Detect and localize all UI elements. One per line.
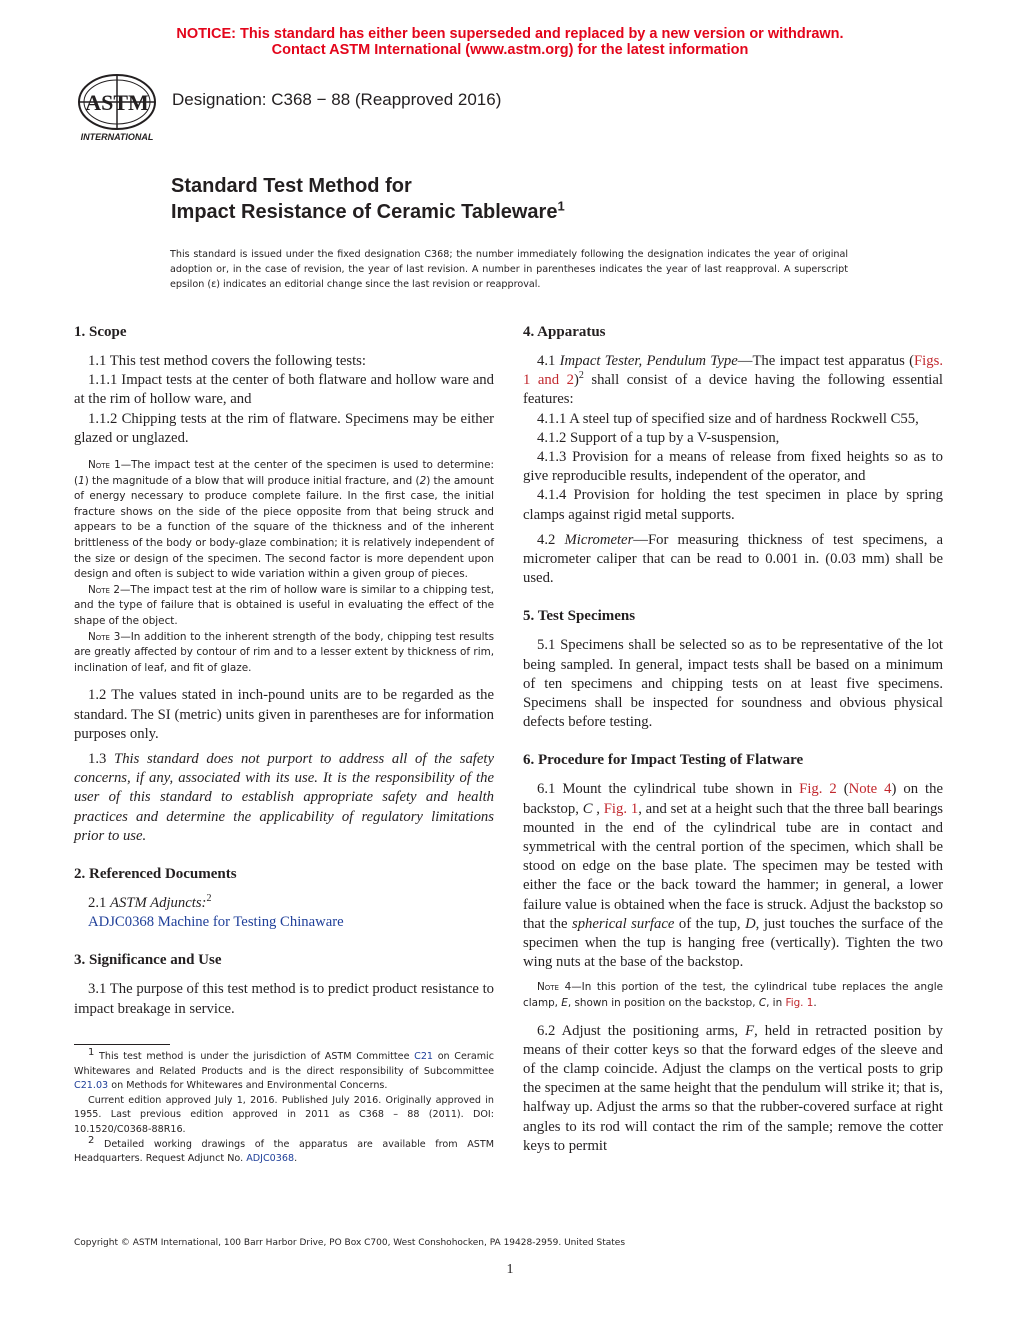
footnote-2-text-a: Detailed working drawings of the apparatus are available from ASTM Headquarters. Request Adjunct No. [74,1138,494,1165]
adjunct-link[interactable]: ADJC0368 Machine for Testing Chinaware [88,914,344,931]
footnote-divider [74,1044,170,1045]
designation: Designation: C368 − 88 (Reapproved 2016) [172,90,502,109]
document-title [171,173,565,225]
footnote-2-marker: 2 [88,1134,95,1146]
issuance-statement: This standard is issued under the fixed designation C368; the number immediately following the designation indicates the year of original adoption or, in the case of revision, the year of last revision. A number in parentheses indicates the year of last reapproval. A superscript epsilon (ε) indicates an editorial change since the last revision or reapproval. [170,249,848,290]
para-1-1-2: 1.1.2 Chipping tests at the rim of flatware. Specimens may be either glazed or unglazed. [74,410,494,446]
withdrawal-notice [0,26,1020,58]
para-2-1-footnote-ref: 2 [206,893,212,905]
note-1-text-a: —The impact test at the center of the specimen is used to determine: ( [74,459,494,487]
subcommittee-c21-03-link[interactable]: C21.03 [74,1080,109,1092]
footnotes [74,1046,494,1167]
footnote-1-text-c: on Methods for Whitewares and Environmental Concerns. [108,1080,388,1092]
section-4-heading: 4. Apparatus [523,324,606,340]
section-5-heading: 5. Test Specimens [523,608,636,625]
section-6-heading: 6. Procedure for Impact Testing of Flatware [523,752,804,769]
edition-note: Current edition approved July 1, 2016. Published July 2016. Originally approved in 1955. Last previous edition approved in 2011 as C368 – 88 (2011). DOI: 10.1520/C0368-88R16. [74,1094,494,1135]
note-1 [74,458,494,583]
scope-notes [74,458,494,676]
adjunct-item [74,913,494,932]
committee-c21-link[interactable]: C21 [414,1051,434,1062]
note-3 [74,630,494,677]
spherical-surface-term: spherical surface [571,915,675,932]
title-line-2 [171,199,565,225]
para-4-2-number: 4.2 [537,531,565,548]
para-4-2-term: Micrometer [564,531,634,548]
astm-logo-icon [72,74,162,144]
backstop-label: C [582,800,593,817]
note-4-backstop-label: C [758,997,767,1010]
para-6-2 [523,1022,943,1156]
para-6-1-text-c: , [592,800,604,817]
para-4-1-4: 4.1.4 Provision for holding the test specimen in place by spring clamps against rigid metal supports. [523,487,943,523]
notice-line-2: Contact ASTM International (www.astm.org) for the latest information [271,42,749,58]
note-4-fig-1-link[interactable]: Fig. 1 [785,997,814,1010]
para-6-1-text-f: , just touches the surface of the specimen when the tup is hanging free (vertically). Tighten the two wing nuts at the base of the backstop. [523,915,944,971]
para-1-1: 1.1 This test method covers the following tests: [88,353,366,369]
note-4-link[interactable]: Note 4 [848,781,892,798]
positioning-arms-label: F [745,1022,755,1039]
page-number: 1 [506,1262,514,1277]
para-1-3-number: 1.3 [88,750,115,767]
section-1-heading: 1. Scope [74,324,127,340]
para-6-1-text-e: of the tup, [674,915,746,932]
section-3-heading: 3. Significance and Use [74,952,222,969]
para-6-1-paren: ( [836,781,849,798]
notice-line-1: NOTICE: This standard has either been superseded and replaced by a new version or withdrawn. [176,26,844,42]
fig-1-link[interactable]: Fig. 1 [603,800,639,817]
logo-letters: ASTM [85,90,149,115]
title-main: Impact Resistance of Ceramic Tableware [171,201,558,223]
note-1-text-c: ) the amount of energy necessary to produce complete failure. In the first case, the initial fracture shows on the side of the piece opposite from that being struck and appears to be a function of the square of the thickness and of the inherent brittleness of the body or body-glaze combination; it is relatively independent of the size or design of the specimen. The second factor is more dependent upon design and often is subject to wide variation within a given group of pieces. [74,474,495,581]
footnote-1-text-a: This test method is under the jurisdiction of ASTM Committee [94,1051,415,1062]
para-4-1 [523,352,943,410]
para-6-1 [523,780,943,972]
right-column [523,322,943,1156]
section-2-heading: 2. Referenced Documents [74,865,237,882]
para-4-1-text-c: shall consist of a device having the following essential features: [523,372,943,408]
para-4-1-term: Impact Tester, Pendulum Type [559,353,738,369]
para-2-1 [74,894,494,913]
para-4-1-text-b: ) [573,372,579,389]
note-1-item-2: 2 [419,474,427,487]
note-1-text-b: ) the magnitude of a blow that will produce initial fracture, and ( [84,474,420,487]
note-2 [74,583,494,630]
title-line-1: Standard Test Method for [171,175,412,197]
para-1-3 [74,750,494,846]
para-4-2 [523,531,943,589]
footnote-1-text-b: on Ceramic Whitewares and Related Products and is the direct responsibility of Subcommittee [74,1051,494,1077]
para-6-2-text-a: 6.2 Adjust the positioning arms, [537,1022,746,1039]
para-4-1-footnote-ref: 2 [578,370,584,382]
note-4 [523,980,943,1011]
para-2-1-text: ASTM Adjuncts: [110,894,207,911]
para-6-1-text-a: 6.1 Mount the cylindrical tube shown in [537,781,800,798]
para-6-1-text-b: ) on the backstop, [523,781,943,817]
adjunct-number-link[interactable]: ADJC0368 [246,1153,295,1165]
note-3-label: Note 3 [88,630,121,643]
note-4-text-b: , shown in position on the backstop, [567,997,759,1010]
angle-clamp-label: E [561,997,568,1010]
para-4-1-1: 4.1.1 A steel tup of specified size and of hardness Rockwell C55, [537,410,919,427]
para-2-1-number: 2.1 [88,894,111,911]
para-6-1-text-d: , and set at a height such that the three ball bearings mounted in the end of the cylindrical tube are in contact and symmetrical with the central portion of the specimen, which shall be stood on edge on the base plate. The specimen may be tested with either the face or the back toward the hammer; in general, a lower failure value is obtained when the face is struck. Adjust the backstop so that the [523,800,944,932]
note-4-label: Note 4 [537,981,572,994]
footnote-2 [74,1134,494,1167]
footnote-1 [74,1046,494,1094]
copyright: Copyright © ASTM International, 100 Barr Harbor Drive, PO Box C700, West Conshohocken, PA 19428-2959. United States [74,1238,626,1248]
footnote-2-text-b: . [294,1153,298,1165]
note-2-text: —The impact test at the rim of hollow ware is similar to a chipping test, and the type of failure that is obtained is useful in evaluating the effect of the shape of the object. [74,583,495,627]
note-4-text-a: —In this portion of the test, the cylindrical tube replaces the angle clamp, [523,981,943,1010]
note-4-text-c: , in [766,997,786,1010]
fig-2-link[interactable]: Fig. 2 [799,781,837,798]
note-3-text: —In addition to the inherent strength of the body, chipping test results are greatly affected by contour of rim and to a lesser extent by thickness of rim, inclination of leaf, and fit of glaze. [74,630,494,674]
title-footnote-ref: 1 [557,198,565,214]
astm-logo [72,74,162,144]
left-column [74,322,494,1019]
para-4-2-text: —For measuring thickness of test specimens, a micrometer caliper that can be read to 0.001 in. (0.03 mm) shall be used. [523,531,944,587]
footnote-1-marker: 1 [88,1046,95,1058]
para-4-1-text-a: —The impact test apparatus ( [737,353,915,369]
para-4-1-number: 4.1 [537,353,560,369]
para-1-3-text: This standard does not purport to address all of the safety concerns, if any, associated with its use. It is the responsibility of the user of this standard to establish appropriate safety and health practices and determine the applicability of regulatory limitations prior to use. [74,750,495,844]
note-2-label: Note 2 [88,583,120,596]
logo-label: INTERNATIONAL [80,132,154,142]
para-5-1: 5.1 Specimens shall be selected so as to be representative of the lot being sampled. In general, impact tests shall be based on a minimum of ten specimens and chipping tests on at least five specimens. Specimens shall be inspected for soundness and obvious physical defects before testing. [523,637,943,731]
tup-label: D [745,915,756,932]
note-1-item-1: 1 [78,474,85,487]
para-4-1-3: 4.1.3 Provision for a means of release from fixed heights so as to give reproducible results, independent of the operator, and [523,449,943,485]
figs-1-2-link[interactable]: Figs. 1 and 2 [523,353,943,389]
para-4-1-2: 4.1.2 Support of a tup by a V-suspension, [537,429,780,446]
note-4-text-d: . [813,997,817,1010]
para-1-2: 1.2 The values stated in inch-pound units are to be regarded as the standard. The SI (metric) units given in parentheses are for information purposes only. [74,687,494,742]
para-6-2-text-b: , held in retracted position by means of their cotter keys so that the forward edges of the sleeve and of the clamp coincide. Adjust the clamps on the vertical posts to grip the specimen at the same height that the pendulum will strike it; that is, halfway up. Adjust the arms so that the rubber-covered surface at right angles to its rod will contact the rim of the sample; remove the cotter keys to permit [523,1022,943,1154]
para-1-1-1: 1.1.1 Impact tests at the center of both flatware and hollow ware and at the rim of hollow ware, and [74,372,494,408]
note-1-label: Note 1 [88,459,121,472]
para-3-1: 3.1 The purpose of this test method is to predict product resistance to impact breakage in service. [74,981,494,1017]
